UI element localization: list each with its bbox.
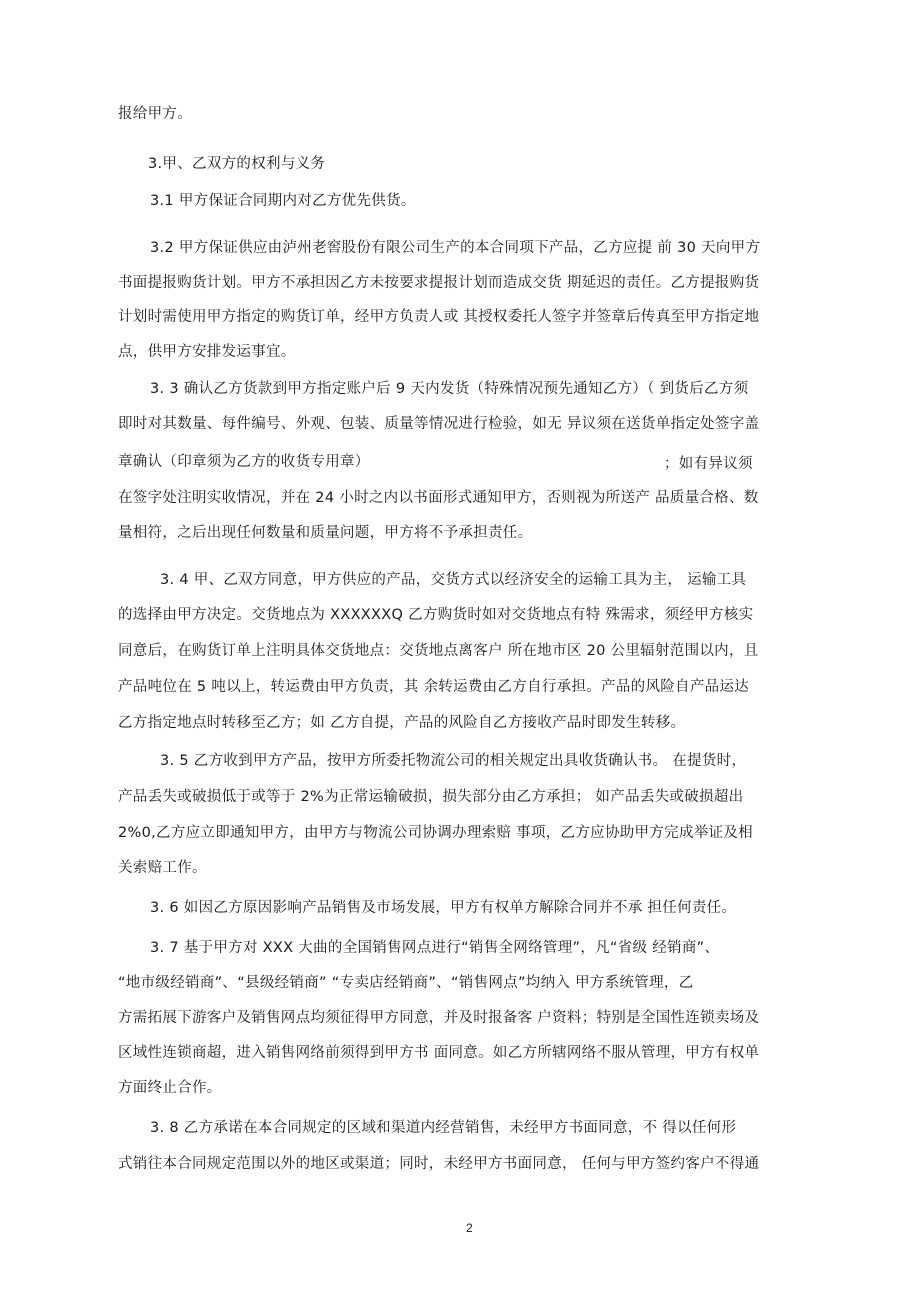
clause-3-8: 3. 8 乙方承诺在本合同规定的区域和渠道内经营销售，未经甲方书面同意，不 得以任何形 xyxy=(150,1120,737,1136)
text-line: 产品吨位在 5 吨以上，转运费由甲方负责，其 余转运费由乙方自行承担。产品的风险自产品运达 xyxy=(118,679,750,695)
clause-3-7: 3. 7 基于甲方对 XXX 大曲的全国销售网点进行“销售全网络管理”，凡“省级 经销商”、 xyxy=(150,940,720,956)
clause-3-4: 3. 4 甲、乙双方同意，甲方供应的产品，交货方式以经济安全的运输工具为主， 运输工具 xyxy=(160,572,747,588)
text-line: “地市级经销商”、“县级经销商” “专卖店经销商”、“销售网点”均纳入 甲方系统管理，乙 xyxy=(118,975,694,991)
text-line: 计划时需使用甲方指定的购货订单，经甲方负责人或 其授权委托人签字并签章后传真至甲方指定地 xyxy=(118,309,760,325)
text-line: 区域性连锁商超，进入销售网络前须得到甲方书 面同意。如乙方所辖网络不服从管理，甲方有权单 xyxy=(118,1045,760,1061)
text-line: 即时对其数量、每件编号、外观、包装、质量等情况进行检验，如无 异议须在送货单指定处签字盖 xyxy=(118,416,760,432)
text-line: 同意后，在购货订单上注明具体交货地点：交货地点离客户 所在地市区 20 公里辐射范围以内，且 xyxy=(118,643,759,659)
text-line: 方面终止合作。 xyxy=(118,1080,222,1096)
text-line: 章确认（印章须为乙方的收货专用章） xyxy=(118,454,370,470)
text-line: 产品丢失或破损低于或等于 2%为正常运输破损，损失部分由乙方承担； 如产品丢失或破损超出 xyxy=(118,789,744,805)
clause-3-1: 3.1 甲方保证合同期内对乙方优先供货。 xyxy=(150,193,416,209)
text-line: 式销往本合同规定范围以外的地区或渠道；同时，未经甲方书面同意， 任何与甲方签约客户不得通 xyxy=(118,1156,760,1172)
text-line: 关索赔工作。 xyxy=(118,860,207,876)
text-line: 书面提报购货计划。甲方不承担因乙方未按要求提报计划而造成交货 期延迟的责任。乙方提报购货 xyxy=(118,275,760,291)
text-line: 的选择由甲方决定。交货地点为 XXXXXXQ 乙方购货时如对交货地点有特 殊需求，须经甲方核实 xyxy=(118,607,754,623)
text-line: 方需拓展下游客户及销售网点均须征得甲方同意，并及时报备客 户资料；特别是全国性连锁卖场及 xyxy=(118,1010,760,1026)
clause-3-5: 3. 5 乙方收到甲方产品，按甲方所委托物流公司的相关规定出具收货确认书。 在提货时， xyxy=(160,753,747,769)
text-line: ；如有异议须 xyxy=(664,456,753,472)
text-line: 2%0,乙方应立即通知甲方，由甲方与物流公司协调办理索赔 事项，乙方应协助甲方完成举证及相 xyxy=(118,825,753,841)
text-line: 在签字处注明实收情况，并在 24 小时之内以书面形式通知甲方，否则视为所送产 品质量合格、数 xyxy=(118,490,759,506)
clause-3-3: 3. 3 确认乙方货款到甲方指定账户后 9 天内发货（特殊情况预先通知乙方）（ 到货后乙方须 xyxy=(150,381,749,397)
text-line: 乙方指定地点时转移至乙方；如 乙方自提，产品的风险自乙方接收产品时即发生转移。 xyxy=(118,715,686,731)
section-heading: 3.甲、乙双方的权利与义务 xyxy=(148,156,326,172)
page-number: 2 xyxy=(466,1221,473,1235)
text-line: 点，供甲方安排发运事宜。 xyxy=(118,344,296,360)
text-line: 量相符，之后出现任何数量和质量问题，甲方将不予承担责任。 xyxy=(118,525,533,541)
text-line: 报给甲方。 xyxy=(118,106,192,122)
clause-3-2: 3.2 甲方保证供应由泸州老窖股份有限公司生产的本合同项下产品，乙方应提 前 30 天向甲方 xyxy=(150,240,761,256)
clause-3-6: 3. 6 如因乙方原因影响产品销售及市场发展，甲方有权单方解除合同并不承 担任何责任。 xyxy=(150,900,737,916)
